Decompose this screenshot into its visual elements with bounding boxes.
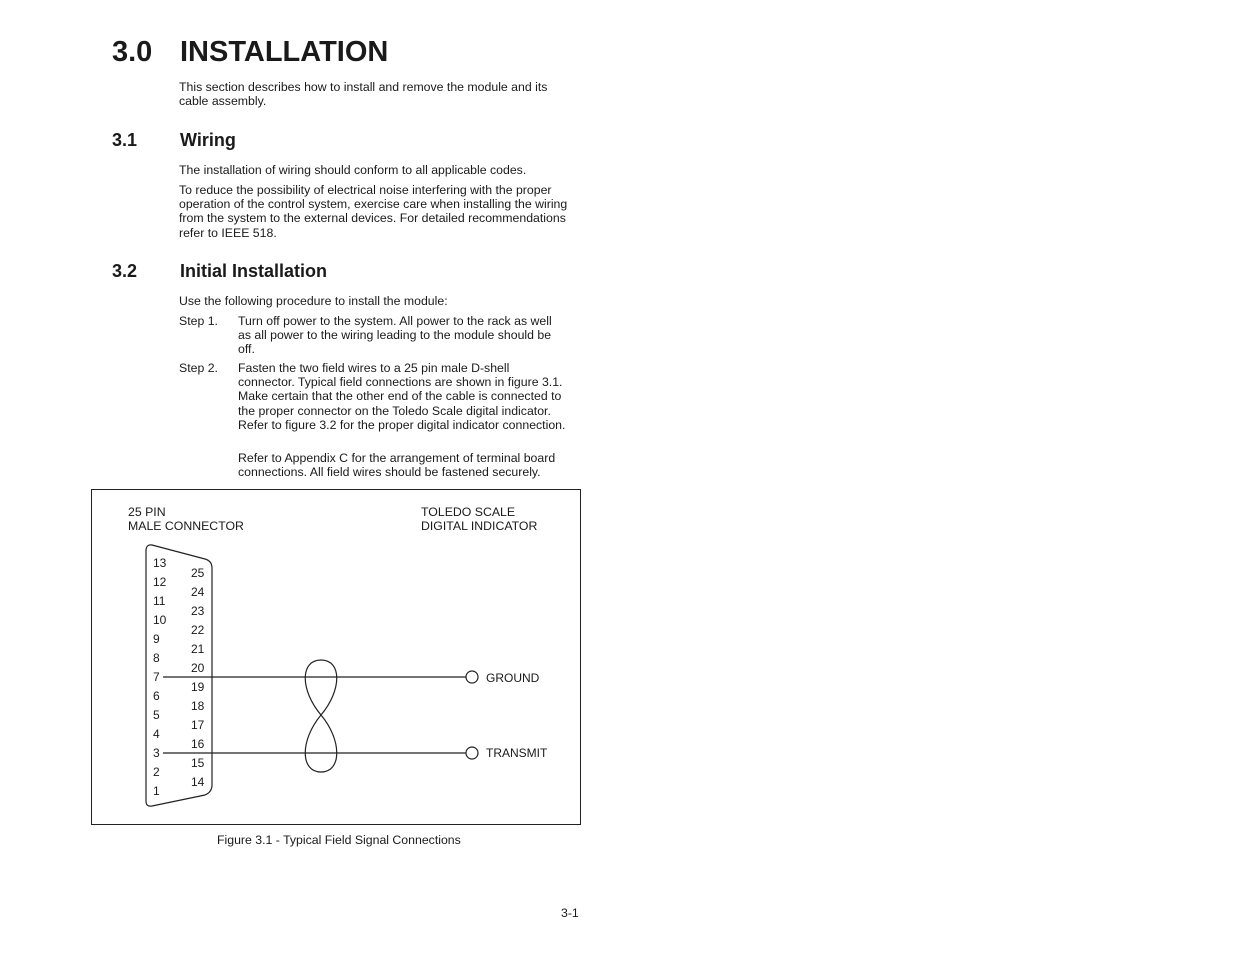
pin-label: 20	[191, 661, 205, 675]
pin-label: 12	[153, 575, 167, 589]
pin-label: 15	[191, 756, 205, 770]
pin-label: 4	[153, 727, 160, 741]
pin-label: 6	[153, 689, 160, 703]
connector-label-line-1: 25 PIN	[128, 505, 166, 519]
wiring-paragraph-1: The installation of wiring should conform to all applicable codes.	[179, 163, 527, 177]
ground-terminal-icon	[466, 671, 478, 683]
pin-label: 24	[191, 585, 205, 599]
transmit-label: TRANSMIT	[486, 746, 548, 760]
indicator-label-line-1: TOLEDO SCALE	[421, 505, 516, 519]
section-title: INSTALLATION	[180, 36, 389, 68]
wiring-number: 3.1	[112, 130, 138, 150]
pin-label: 17	[191, 718, 205, 732]
pin-label: 8	[153, 651, 160, 665]
initial-paragraph: Use the following procedure to install the module:	[179, 294, 448, 308]
step-2-note: Refer to Appendix C for the arrangement of terminal board connections. All field wires should be fastened securely.	[238, 451, 556, 480]
step-1-text: Turn off power to the system. All power to the rack as well as all power to the wiring leading to the module should be off.	[238, 314, 552, 357]
pin-label: 11	[153, 594, 166, 608]
pin-label: 14	[191, 775, 205, 789]
pin-label: 10	[153, 613, 167, 627]
initial-number: 3.2	[112, 261, 138, 281]
ground-label: GROUND	[486, 671, 540, 685]
section-intro: This section describes how to install and remove the module and its cable assembly.	[179, 80, 548, 109]
pin-label: 16	[191, 737, 205, 751]
pin-label: 18	[191, 699, 205, 713]
initial-title: Initial Installation	[180, 261, 328, 281]
pin-label: 13	[153, 556, 167, 570]
pin-label: 21	[191, 642, 205, 656]
pin-label: 19	[191, 680, 205, 694]
pin-label: 23	[191, 604, 205, 618]
wiring-title: Wiring	[180, 130, 236, 150]
pin-label: 22	[191, 623, 205, 637]
pin-label: 9	[153, 632, 160, 646]
pin-label: 25	[191, 566, 205, 580]
pin-label: 7	[153, 670, 160, 684]
pin-label: 3	[153, 746, 160, 760]
pin-label: 1	[153, 784, 160, 798]
page-number: 3-1	[561, 906, 579, 920]
wiring-paragraph-2: To reduce the possibility of electrical noise interfering with the proper operation of the control system, exercise care when installing the wiring from the system to the external devices. For detailed recommendations refer to IEEE 518.	[179, 183, 568, 240]
transmit-terminal-icon	[466, 747, 478, 759]
pin-label: 2	[153, 765, 160, 779]
step-2-text: Fasten the two field wires to a 25 pin male D-shell connector. Typical field connections are shown in figure 3.1. Make certain that the other end of the cable is connected to the proper connector on the Toledo Scale digital indicator. Refer to figure 3.2 for the proper digital indicator connection.	[238, 361, 566, 432]
indicator-label-line-2: DIGITAL INDICATOR	[421, 519, 538, 533]
section-number: 3.0	[112, 36, 153, 68]
step-2-label: Step 2.	[179, 361, 218, 375]
step-1-label: Step 1.	[179, 314, 218, 328]
connector-label-line-2: MALE CONNECTOR	[128, 519, 244, 533]
figure-caption: Figure 3.1 - Typical Field Signal Connections	[217, 833, 461, 847]
pin-label: 5	[153, 708, 160, 722]
